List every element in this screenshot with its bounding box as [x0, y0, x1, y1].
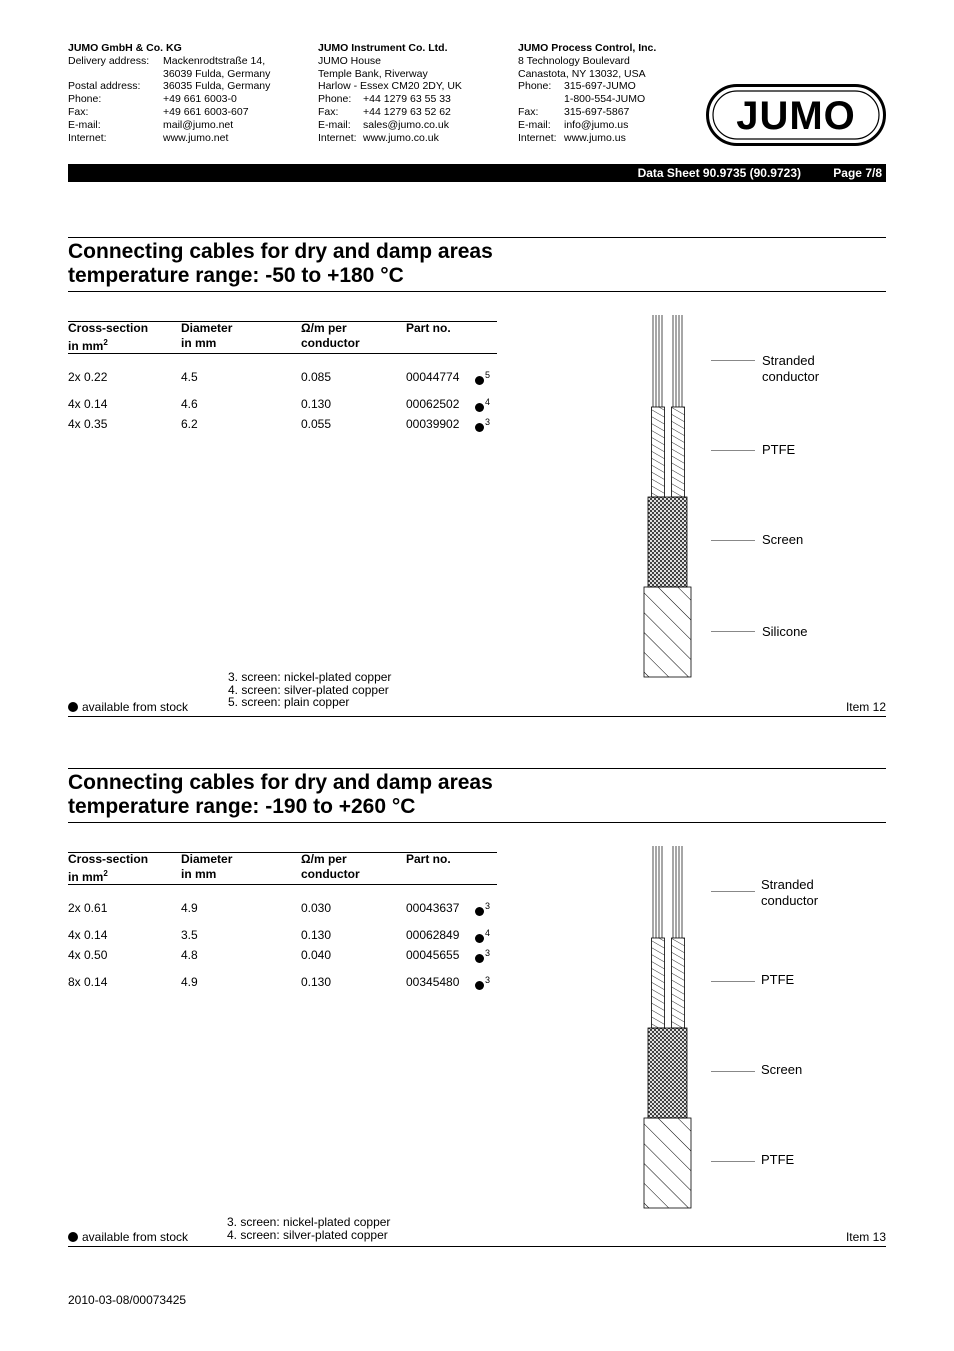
leader-line: [711, 450, 755, 451]
table-top-rule: [68, 321, 497, 322]
phone-value: +44 1279 63 55 33: [363, 93, 451, 106]
phone-label: Phone:: [318, 93, 352, 106]
col-header-unit: in mm: [181, 866, 217, 881]
col-header-unit: in mm: [68, 338, 104, 353]
internet-label: Internet:: [68, 131, 107, 144]
cell-part-no: 00043637: [406, 901, 460, 915]
footnote-ref: 3: [485, 975, 491, 985]
section-title: [68, 771, 493, 818]
cell-part-no: 00045655: [406, 948, 460, 962]
stranded-conductor-icon: [653, 315, 682, 407]
leader-line: [711, 1161, 755, 1162]
label-screen: Screen: [762, 532, 804, 547]
label-screen: Screen: [761, 1062, 803, 1077]
stock-legend: [68, 700, 188, 714]
label-jacket: PTFE: [761, 1152, 795, 1167]
table-top-rule: [68, 852, 497, 853]
page-number: Page 7/8: [833, 166, 882, 180]
title-line-2: temperature range: -50 to +180 °C: [68, 263, 404, 287]
section-bottom-rule: [68, 1246, 886, 1247]
footnotes: [228, 671, 391, 709]
fax-value: 315-697-5867: [564, 105, 630, 118]
footnote: 4. screen: silver-plated copper: [228, 682, 389, 697]
address-label: [68, 68, 163, 81]
email-value: mail@jumo.net: [163, 118, 234, 131]
fax-label: Fax:: [318, 105, 339, 118]
footnote-ref: 3: [485, 417, 491, 427]
section-top-rule: [68, 768, 886, 769]
item-number: Item 13: [845, 1230, 886, 1244]
jumo-logo-shape: [706, 84, 886, 146]
logo-text: JUMO: [736, 94, 856, 138]
col-header-sup: 2: [103, 337, 108, 347]
section-top-rule: [68, 237, 886, 238]
address-value: Mackenrodtstraße 14,: [163, 54, 266, 67]
address-label: Delivery address:: [68, 54, 150, 67]
cable-section-item-13: [68, 768, 886, 1248]
col-header-text: Cross-section: [68, 321, 149, 335]
stranded-conductor-icon: [653, 846, 682, 938]
label-stranded-conductor: [761, 877, 818, 909]
company-name: JUMO GmbH & Co. KG: [68, 42, 182, 54]
leader-line: [711, 360, 755, 361]
col-header-sup: 2: [103, 868, 108, 878]
stock-dot-icon: [475, 981, 484, 990]
leader-line: [711, 1071, 755, 1072]
footnote-ref: 4: [485, 928, 491, 938]
label-stranded-conductor: [762, 353, 819, 385]
internet-label: Internet:: [318, 131, 357, 144]
phone-value: 1-800-554-JUMO: [564, 93, 646, 106]
section-title-rule: [68, 822, 886, 823]
col-cross-section: [68, 852, 148, 884]
email-label: E-mail:: [68, 118, 101, 131]
outer-jacket-icon: [644, 1118, 691, 1208]
cell-diameter: 3.5: [181, 928, 198, 942]
cell-part-no: 00062849: [406, 928, 460, 942]
cell-diameter: 4.6: [181, 397, 198, 411]
phone-label: [518, 93, 564, 106]
datasheet-bar: [68, 164, 886, 182]
col-part-no: [406, 852, 451, 867]
stock-dot-icon: [475, 376, 484, 385]
fax-value: +44 1279 63 52 62: [363, 105, 451, 118]
col-header-text: Diameter: [181, 321, 233, 335]
cell-part-no: 00345480: [406, 975, 460, 989]
phone-value: 315-697-JUMO: [564, 80, 636, 93]
label-line: conductor: [761, 893, 819, 908]
cell-ohm: 0.040: [301, 948, 332, 962]
email-label: E-mail:: [518, 118, 551, 131]
screen-braid-icon: [648, 497, 687, 587]
leader-line: [711, 891, 755, 892]
stock-dot-icon: [475, 423, 484, 432]
internet-value: www.jumo.net: [163, 131, 229, 144]
ptfe-insulation-icon: [652, 938, 685, 1028]
fax-label: Fax:: [518, 105, 539, 118]
cell-ohm: 0.130: [301, 397, 332, 411]
phone-value: +49 661 6003-0: [163, 93, 237, 106]
footnote: 5. screen: plain copper: [228, 695, 350, 709]
outer-jacket-icon: [644, 587, 691, 677]
company-jumo-instrument: [318, 42, 462, 144]
stock-dot-icon: [68, 1232, 78, 1242]
address-value: 36039 Fulda, Germany: [163, 67, 271, 80]
col-header-text: Part no.: [406, 852, 451, 866]
col-header-unit: conductor: [301, 866, 360, 881]
stock-dot-icon: [475, 934, 484, 943]
footnote-ref: 5: [485, 370, 491, 380]
cell-ohm: 0.085: [301, 370, 332, 384]
footnotes: [227, 1216, 390, 1241]
datasheet-number: Data Sheet 90.9735 (90.9723): [637, 166, 801, 180]
ptfe-insulation-icon: [652, 407, 685, 497]
label-line: conductor: [762, 369, 820, 384]
cell-part-no: 00062502: [406, 397, 460, 411]
cell-diameter: 4.9: [181, 901, 198, 915]
footnote-ref: 3: [485, 948, 491, 958]
table-header-rule: [68, 884, 497, 885]
document-footer-id: 2010-03-08/00073425: [68, 1293, 187, 1307]
label-line: Stranded: [762, 353, 815, 368]
company-name: JUMO Instrument Co. Ltd.: [318, 42, 448, 54]
title-line-1: Connecting cables for dry and damp areas: [68, 240, 493, 263]
cell-part-no: 00039902: [406, 417, 460, 431]
cell-cross-section: 4x 0.35: [68, 417, 108, 431]
col-header-text: Part no.: [406, 321, 451, 335]
cell-cross-section: 4x 0.50: [68, 948, 108, 962]
cell-diameter: 4.9: [181, 975, 198, 989]
col-ohm-per-conductor: [301, 321, 360, 350]
cell-ohm: 0.030: [301, 901, 332, 915]
address-value: Temple Bank, Riverway: [318, 67, 428, 80]
stock-dot-icon: [475, 907, 484, 916]
cell-diameter: 6.2: [181, 417, 198, 431]
address-value: Harlow - Essex CM20 2DY, UK: [318, 80, 462, 93]
cell-ohm: 0.055: [301, 417, 332, 431]
title-line-2: temperature range: -190 to +260 °C: [68, 794, 416, 818]
section-bottom-rule: [68, 716, 886, 717]
address-label: Postal address:: [68, 80, 141, 93]
col-header-text: Diameter: [181, 852, 233, 866]
cell-cross-section: 4x 0.14: [68, 397, 108, 411]
address-value: 36035 Fulda, Germany: [163, 80, 271, 93]
company-jumo-gmbh: [68, 42, 270, 144]
internet-value: www.jumo.co.uk: [363, 131, 439, 144]
internet-value: www.jumo.us: [564, 131, 626, 144]
col-ohm-per-conductor: [301, 852, 360, 881]
col-part-no: [406, 321, 451, 336]
email-value: sales@jumo.co.uk: [363, 118, 449, 131]
cable-cross-diagram: [643, 846, 713, 1209]
col-diameter: [181, 852, 232, 881]
cell-diameter: 4.8: [181, 948, 198, 962]
stock-legend-text: available from stock: [82, 700, 189, 714]
title-line-1: Connecting cables for dry and damp areas: [68, 771, 493, 794]
col-header-text: Cross-section: [68, 852, 149, 866]
email-label: E-mail:: [318, 118, 351, 131]
col-diameter: [181, 321, 232, 350]
footnote: 4. screen: silver-plated copper: [227, 1227, 388, 1242]
phone-label: Phone:: [68, 93, 102, 106]
company-name: JUMO Process Control, Inc.: [518, 42, 657, 54]
footnote: 3. screen: nickel-plated copper: [228, 670, 392, 684]
leader-line: [711, 540, 755, 541]
address-value: 8 Technology Boulevard: [518, 54, 630, 67]
section-title: [68, 240, 493, 287]
footnote-ref: 4: [485, 397, 491, 407]
email-value: info@jumo.us: [564, 118, 629, 131]
leader-line: [711, 981, 755, 982]
label-line: Stranded: [761, 877, 814, 892]
internet-label: Internet:: [518, 131, 557, 144]
footnote: 3. screen: nickel-plated copper: [227, 1215, 391, 1229]
cell-cross-section: 8x 0.14: [68, 975, 108, 989]
col-header-unit: in mm: [181, 335, 217, 350]
table-header-rule: [68, 353, 497, 354]
leader-line: [711, 631, 755, 632]
stock-legend-text: available from stock: [82, 1230, 189, 1244]
stock-dot-icon: [475, 954, 484, 963]
cable-cross-diagram: [643, 315, 713, 678]
footnote-ref: 3: [485, 901, 491, 911]
section-title-rule: [68, 291, 886, 292]
cable-section-item-12: [68, 237, 886, 717]
item-number: Item 12: [845, 700, 886, 714]
col-header-unit: in mm: [68, 869, 104, 884]
cell-diameter: 4.5: [181, 370, 198, 384]
col-header-unit: conductor: [301, 335, 360, 350]
cell-cross-section: 2x 0.61: [68, 901, 108, 915]
company-jumo-process-control: [518, 42, 656, 144]
phone-label: Phone:: [518, 80, 552, 93]
fax-value: +49 661 6003-607: [163, 105, 249, 118]
jumo-logo: [706, 84, 886, 146]
address-value: Canastota, NY 13032, USA: [518, 67, 646, 80]
address-value: JUMO House: [318, 54, 382, 67]
col-header-text: Ω/m per: [301, 321, 347, 335]
stock-legend: [68, 1230, 188, 1244]
col-cross-section: [68, 321, 148, 353]
label-insulation: PTFE: [762, 442, 796, 457]
col-header-text: Ω/m per: [301, 852, 347, 866]
screen-braid-icon: [648, 1028, 687, 1118]
label-insulation: PTFE: [761, 972, 795, 987]
label-jacket: Silicone: [762, 624, 808, 639]
cell-ohm: 0.130: [301, 928, 332, 942]
cell-part-no: 00044774: [406, 370, 460, 384]
fax-label: Fax:: [68, 105, 89, 118]
stock-dot-icon: [68, 702, 78, 712]
cell-ohm: 0.130: [301, 975, 332, 989]
cell-cross-section: 4x 0.14: [68, 928, 108, 942]
stock-dot-icon: [475, 403, 484, 412]
cell-cross-section: 2x 0.22: [68, 370, 108, 384]
